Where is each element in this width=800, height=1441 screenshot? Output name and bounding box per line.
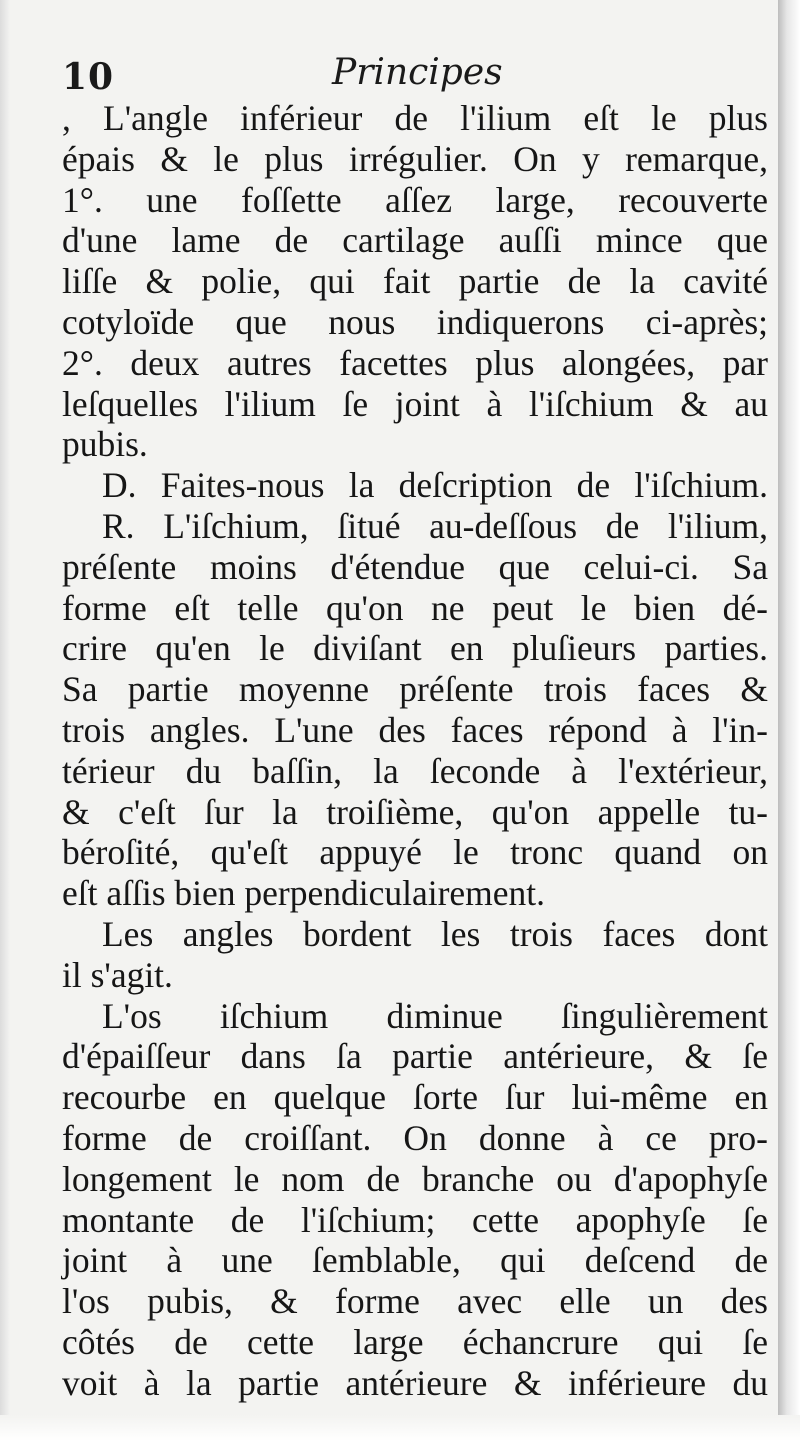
text-line: préſente moins d'étendue que celui-ci. Sa — [62, 546, 768, 587]
text-line: L'os iſchium diminue ſingulièrement — [102, 995, 768, 1036]
text-line: 1°. une foſſette aſſez large, recouverte — [62, 179, 768, 220]
text-line: d'une lame de cartilage auſſi mince que — [62, 220, 768, 261]
text-line: & c'eſt ſur la troiſième, qu'on appelle tu- — [62, 791, 768, 832]
text-line: trois angles. L'une des faces répond à l'in- — [62, 709, 768, 750]
text-line: Sa partie moyenne préſente trois faces & — [62, 669, 768, 710]
text-line: montante de l'iſchium; cette apophyſe ſe — [62, 1199, 768, 1240]
text-line: épais & le plus irrégulier. On y remarque, — [62, 138, 768, 179]
text-line: crire qu'en le diviſant en pluſieurs parties. — [62, 628, 768, 669]
text-line: leſquelles l'ilium ſe joint à l'iſchium & au — [62, 383, 768, 424]
text-line: R. L'iſchium, ſitué au-deſſous de l'ilium, — [102, 505, 768, 546]
text-line: voit à la partie antérieure & inférieure du — [62, 1362, 768, 1403]
page-gutter-shadow — [778, 0, 800, 1441]
text-line: D. Faites-nous la deſcription de l'iſchium. — [102, 465, 768, 506]
text-line: térieur du baſſin, la ſeconde à l'extérieur, — [62, 750, 768, 791]
text-line: joint à une ſemblable, qui deſcend de — [62, 1240, 768, 1281]
page-left-shadow — [0, 0, 10, 1441]
text-line: eſt aſſis bien perpendiculairement. — [62, 873, 546, 914]
text-line: cotyloïde que nous indiquerons ci-après; — [62, 301, 768, 342]
page-number: 10 — [62, 56, 115, 98]
text-line: forme de croiſſant. On donne à ce pro- — [62, 1117, 768, 1158]
page-header — [62, 52, 752, 104]
text-line: béroſité, qu'eſt appuyé le tronc quand on — [62, 832, 768, 873]
text-line: côtés de cette large échancrure qui ſe — [62, 1321, 768, 1362]
text-line: l'os pubis, & forme avec elle un des — [62, 1281, 768, 1322]
text-line: pubis. — [62, 424, 148, 465]
text-line: longement le nom de branche ou d'apophyſe — [62, 1158, 768, 1199]
text-line: , L'angle inférieur de l'ilium eſt le plus — [62, 98, 768, 138]
text-line: recourbe en quelque ſorte ſur lui-même en — [62, 1077, 768, 1118]
text-line: 2°. deux autres facettes plus alongées, par — [62, 342, 768, 383]
body-text — [62, 98, 768, 1404]
text-line: Les angles bordent les trois faces dont — [102, 913, 768, 954]
text-line: il s'agit. — [62, 954, 173, 995]
running-head: Principes — [332, 52, 503, 93]
text-line: d'épaiſſeur dans ſa partie antérieure, & ſe — [62, 1036, 768, 1077]
text-line: liſſe & polie, qui fait partie de la cavité — [62, 261, 768, 302]
page-bottom-margin — [0, 1415, 800, 1441]
text-line: forme eſt telle qu'on ne peut le bien dé- — [62, 587, 768, 628]
